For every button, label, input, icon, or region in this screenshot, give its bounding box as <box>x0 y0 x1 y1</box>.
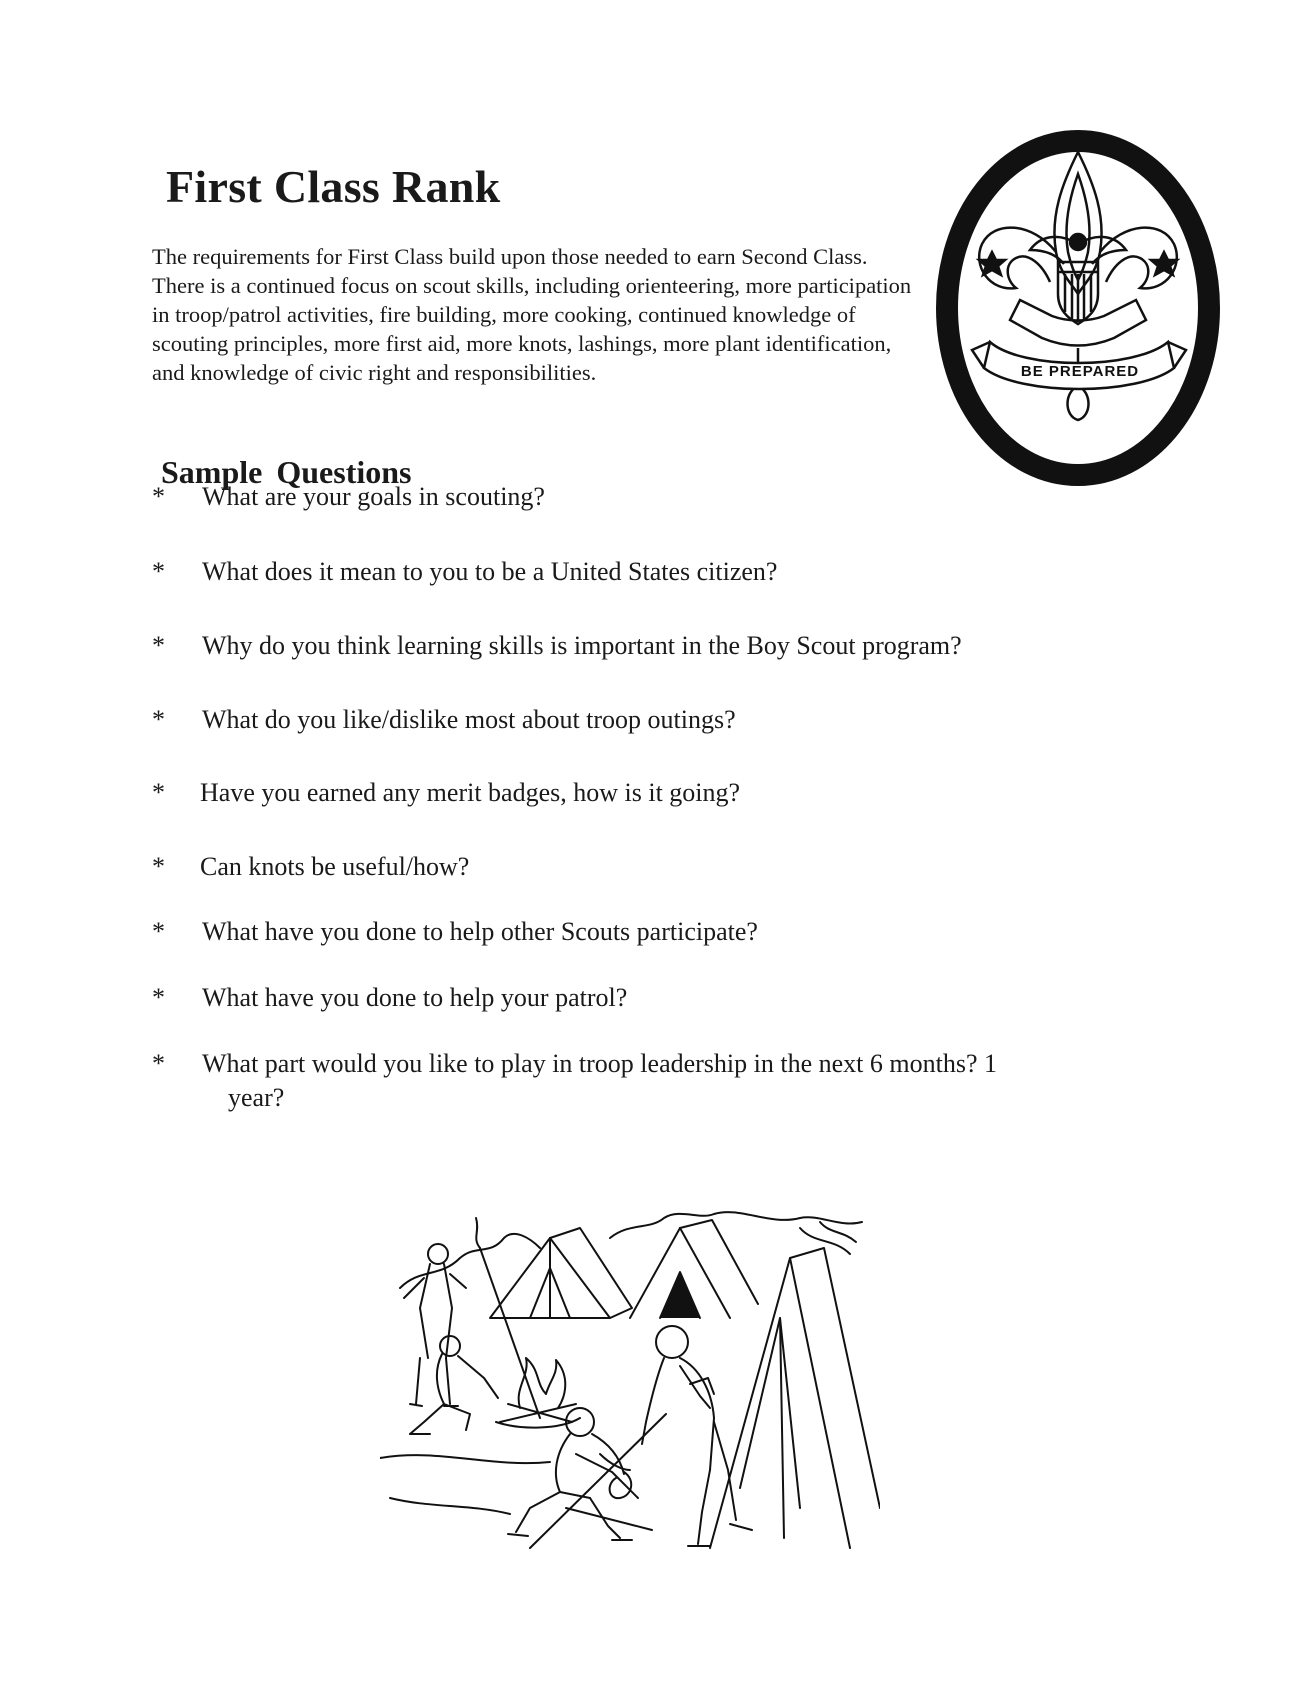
bullet: * <box>152 852 165 881</box>
first-class-badge-icon <box>932 124 1224 492</box>
scouts-camping-illustration-icon <box>380 1208 880 1558</box>
intro-paragraph: The requirements for First Class build upon those needed to earn Second Class. There is a continued focus on scout skills, including orienteering, more participation in troop/patrol activities, fire building, more cooking, continued knowledge of scouting principles, more first aid, more knots, lashings, more plant identification, and knowledge of civic right and responsibilities. <box>152 244 912 385</box>
question-item <box>152 1047 1112 1115</box>
question-item <box>152 555 1112 589</box>
question-item <box>152 629 1112 663</box>
question-item <box>152 981 1112 1015</box>
question-item <box>152 915 1112 949</box>
question-item <box>152 850 1112 884</box>
question-text: What do you like/dislike most about troop outings? <box>202 705 736 734</box>
question-text: What have you done to help your patrol? <box>202 983 628 1012</box>
section-heading: Sample Questions <box>161 454 412 490</box>
bullet: * <box>152 705 165 734</box>
question-text: What are your goals in scouting? <box>202 482 545 511</box>
badge-motto: BE PREPARED <box>1020 363 1140 380</box>
question-text-line: What part would you like to play in troop leadership in the next 6 months? 1 <box>202 1049 998 1078</box>
bullet: * <box>152 631 165 660</box>
bullet: * <box>152 1049 165 1078</box>
page-title: First Class Rank <box>166 161 501 212</box>
question-item <box>152 480 1112 514</box>
question-text: What have you done to help other Scouts participate? <box>202 917 758 946</box>
question-text: Why do you think learning skills is important in the Boy Scout program? <box>202 631 962 660</box>
question-text: Have you earned any merit badges, how is it going? <box>200 778 741 807</box>
question-item <box>152 776 1112 810</box>
bullet: * <box>152 917 165 946</box>
bullet: * <box>152 983 165 1012</box>
question-text-continuation: year? <box>228 1083 285 1112</box>
question-text <box>202 1047 1112 1115</box>
question-text: Can knots be useful/how? <box>200 852 470 881</box>
bullet: * <box>152 557 165 586</box>
question-item <box>152 703 1112 737</box>
question-text: What does it mean to you to be a United States citizen? <box>202 557 778 586</box>
bullet: * <box>152 778 165 807</box>
bullet: * <box>152 482 165 511</box>
